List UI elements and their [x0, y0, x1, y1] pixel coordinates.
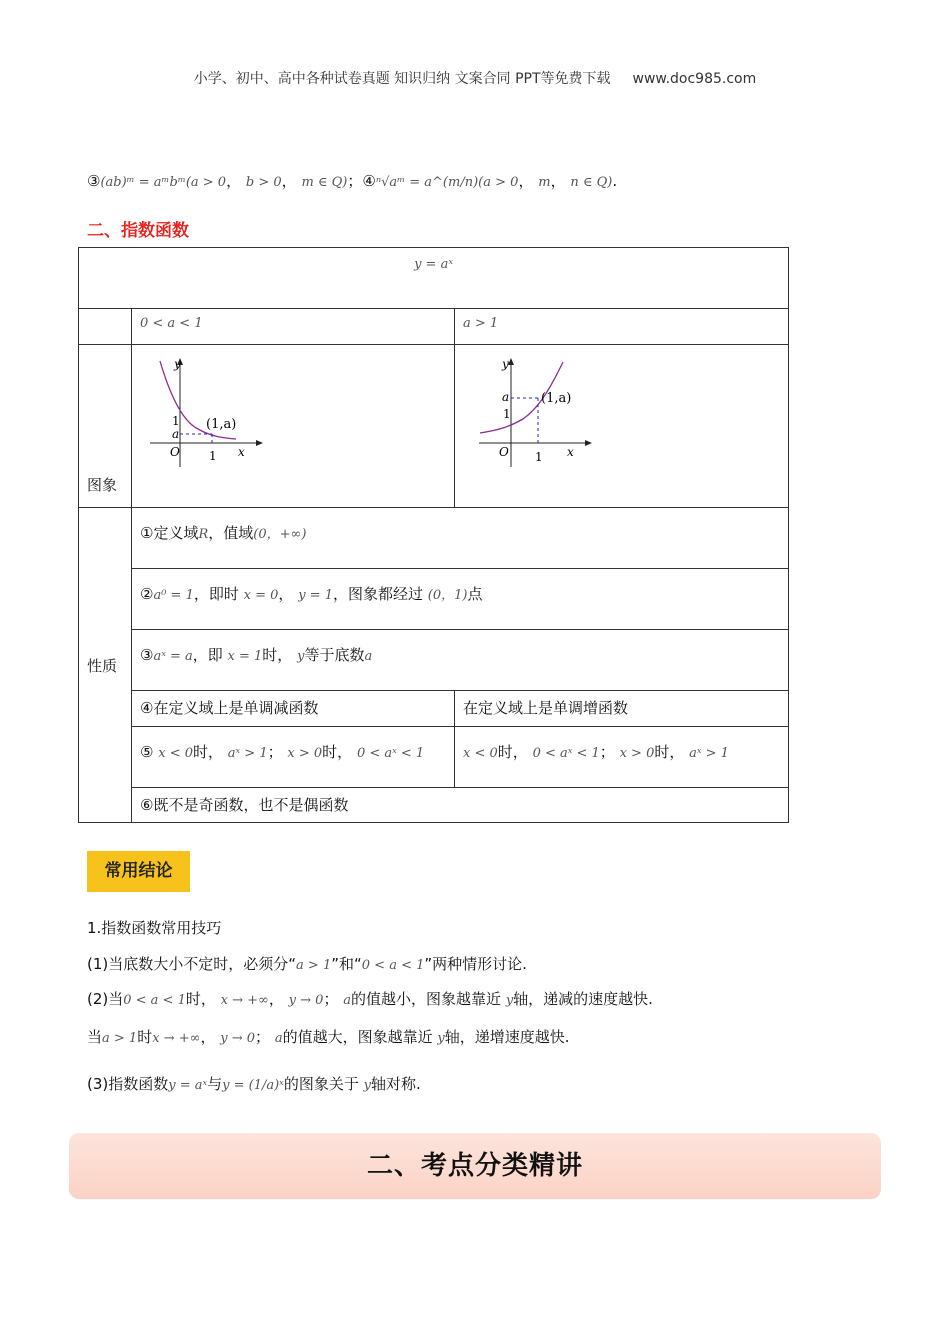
- para-text: 轴，递减的速度越快.: [513, 990, 653, 1008]
- prop-text: ，: [278, 585, 294, 603]
- axis-y-label: y: [174, 357, 181, 371]
- prop-1: [132, 508, 789, 569]
- case1-label: 0 < a < 1: [140, 316, 203, 331]
- prop-text: ；: [599, 743, 615, 761]
- section-title: 二、指数函数: [87, 221, 189, 241]
- prop-3: [132, 630, 789, 691]
- header-text: 小学、初中、高中各种试卷真题 知识归纳 文案合同 PPT等免费下载: [193, 71, 611, 87]
- prop-text: 时，: [654, 743, 685, 761]
- para-math: 0 < a < 1: [123, 993, 186, 1008]
- point-label: (1,a): [206, 417, 237, 432]
- para-text: 轴对称.: [370, 1075, 421, 1093]
- prop-5-right: [455, 727, 789, 788]
- item-4-marker: ④: [362, 172, 376, 190]
- props-label: 性质: [87, 656, 118, 675]
- prop-text: ，值域: [208, 524, 254, 542]
- cond-b: b > 0: [245, 175, 282, 190]
- sep: ；: [347, 172, 363, 190]
- prop-text: ，即时: [193, 585, 239, 603]
- para-math: x → +∞: [152, 1031, 201, 1046]
- formula-line: [87, 170, 617, 191]
- prop-math: 0 < aˣ < 1: [356, 746, 425, 761]
- prop-text: ；: [267, 743, 283, 761]
- props-label-cell: [79, 508, 132, 823]
- prop-math: x > 0: [619, 746, 655, 761]
- graph-decreasing-cell: [132, 345, 455, 508]
- prop-math: aˣ = a: [153, 649, 193, 664]
- case2-label: a > 1: [463, 316, 499, 331]
- para-math: a: [343, 993, 352, 1008]
- para-math: a: [274, 1031, 283, 1046]
- conclusion-3: [87, 988, 653, 1009]
- prop-text: ，即: [192, 646, 223, 664]
- cond-a2: (a > 0: [478, 175, 519, 190]
- prop-text: 时，: [497, 743, 528, 761]
- prop-math: aˣ > 1: [689, 746, 729, 761]
- graph-decreasing: [146, 355, 266, 475]
- axis-y-label: y: [502, 357, 509, 371]
- prop-text: 时，: [322, 743, 353, 761]
- para-text: (3)指数函数: [87, 1075, 169, 1093]
- y-tick-one: 1: [503, 407, 511, 421]
- prop-math: y = 1: [298, 588, 333, 603]
- x-tick-one: 1: [209, 449, 217, 463]
- prop-4-right: [455, 691, 789, 727]
- para-text: ；: [255, 1028, 271, 1046]
- origin-label: O: [499, 445, 509, 459]
- x-tick-one: 1: [535, 450, 543, 464]
- prop-math: x = 0: [243, 588, 279, 603]
- para-math: y = (1/a)ˣ: [222, 1078, 284, 1093]
- graph-label: 图象: [87, 476, 118, 494]
- cond-m: m ∈ Q): [301, 175, 348, 190]
- para-math: y: [505, 993, 514, 1008]
- function-header-cell: [79, 248, 789, 309]
- item-3-marker: ③: [87, 172, 101, 190]
- para-text: ，: [200, 1028, 216, 1046]
- empty-cell: [79, 309, 132, 345]
- para-text: (1)当底数大小不定时，必须分“: [87, 955, 297, 973]
- para-math: y → 0: [220, 1031, 256, 1046]
- axis-x-label: x: [567, 445, 574, 459]
- graph-increasing-cell: [455, 345, 789, 508]
- para-text: 时: [137, 1028, 153, 1046]
- para-math: a > 1: [296, 958, 332, 973]
- header-url[interactable]: www.doc985.com: [632, 71, 757, 87]
- para-math: y = aˣ: [168, 1078, 208, 1093]
- para-text: 与: [207, 1075, 223, 1093]
- prop-math: aˣ > 1: [227, 746, 268, 761]
- para-text: ，: [268, 990, 284, 1008]
- cond-m2: m: [538, 175, 551, 190]
- para-text: 轴，递增速度越快.: [444, 1028, 570, 1046]
- axis-x-label: x: [238, 445, 245, 459]
- prop-text: 在定义域上是单调增函数: [463, 699, 629, 717]
- prop-text: ③: [140, 646, 154, 664]
- conclusions-badge: 常用结论: [87, 851, 190, 892]
- prop-4-left: [132, 691, 455, 727]
- cond-a: (a > 0: [185, 175, 227, 190]
- y-tick-one: 1: [172, 414, 180, 428]
- prop-math: (0，+∞): [253, 527, 307, 542]
- prop-math: a: [364, 649, 373, 664]
- para-math: x → +∞: [220, 993, 269, 1008]
- prop-text: ②: [140, 585, 154, 603]
- para-math: y: [437, 1031, 445, 1046]
- para-text: 的值越大，图象越靠近: [282, 1028, 433, 1046]
- prop-text: ④在定义域上是单调减函数: [140, 699, 319, 717]
- case-increasing: [455, 309, 789, 345]
- page-header: [0, 68, 950, 88]
- prop-2: [132, 569, 789, 630]
- para-text: 的值越小，图象越靠近: [351, 990, 502, 1008]
- section-banner: 二、考点分类精讲: [69, 1133, 881, 1199]
- prop-math: x < 0: [158, 746, 193, 761]
- formula-power-product: (ab)ᵐ = aᵐbᵐ: [100, 175, 186, 190]
- prop-text: 等于底数: [304, 646, 365, 664]
- origin-label: O: [170, 445, 180, 459]
- exponential-function-table: [78, 247, 789, 823]
- para-text: 的图象关于: [283, 1075, 359, 1093]
- sep: ，: [518, 172, 534, 190]
- prop-text: 时，: [262, 646, 293, 664]
- formula-root: ⁿ√aᵐ = a^(m/n): [375, 175, 479, 190]
- prop-text: 点: [467, 585, 483, 603]
- prop-math: 0 < aˣ < 1: [532, 746, 600, 761]
- cond-n: n ∈ Q): [570, 175, 613, 190]
- y-tick-a: a: [502, 390, 510, 404]
- prop-text: ⑥既不是奇函数，也不是偶函数: [140, 796, 349, 814]
- para-text: ”和“: [331, 955, 362, 973]
- conclusion-1: 1.指数函数常用技巧: [87, 919, 222, 937]
- prop-text: ，图象都经过: [332, 585, 423, 603]
- case-decreasing: [132, 309, 455, 345]
- prop-math: x > 0: [287, 746, 323, 761]
- para-math: a > 1: [102, 1031, 138, 1046]
- prop-math: x = 1: [227, 649, 263, 664]
- para-text: ；: [323, 990, 339, 1008]
- sep: ，: [550, 172, 566, 190]
- sep: .: [612, 172, 618, 190]
- para-text: 当: [87, 1028, 103, 1046]
- function-formula: y = aˣ: [414, 257, 453, 272]
- point-label: (1,a): [541, 391, 572, 406]
- conclusion-2: [87, 953, 527, 974]
- prop-5-left: [132, 727, 455, 788]
- y-tick-a: a: [172, 427, 180, 441]
- sep: ，: [226, 172, 242, 190]
- para-math: y: [363, 1078, 371, 1093]
- para-text: 时，: [185, 990, 216, 1008]
- prop-math: R: [198, 527, 209, 542]
- prop-text: 时，: [193, 743, 224, 761]
- graph-increasing: [475, 355, 595, 475]
- prop-math: x < 0: [463, 746, 498, 761]
- para-math: y → 0: [288, 993, 324, 1008]
- prop-math: a⁰ = 1: [153, 588, 194, 603]
- prop-6: [132, 788, 789, 823]
- para-text: (2)当: [87, 990, 124, 1008]
- conclusion-4: [87, 1026, 570, 1047]
- prop-math: y: [297, 649, 305, 664]
- sep: ，: [281, 172, 297, 190]
- conclusion-5: [87, 1073, 421, 1094]
- prop-text: ⑤: [140, 743, 154, 761]
- para-math: 0 < a < 1: [361, 958, 425, 973]
- prop-math: (0，1): [427, 588, 468, 603]
- prop-text: ①定义域: [140, 524, 199, 542]
- graph-label-cell: [79, 345, 132, 508]
- para-text: ”两种情形讨论.: [424, 955, 527, 973]
